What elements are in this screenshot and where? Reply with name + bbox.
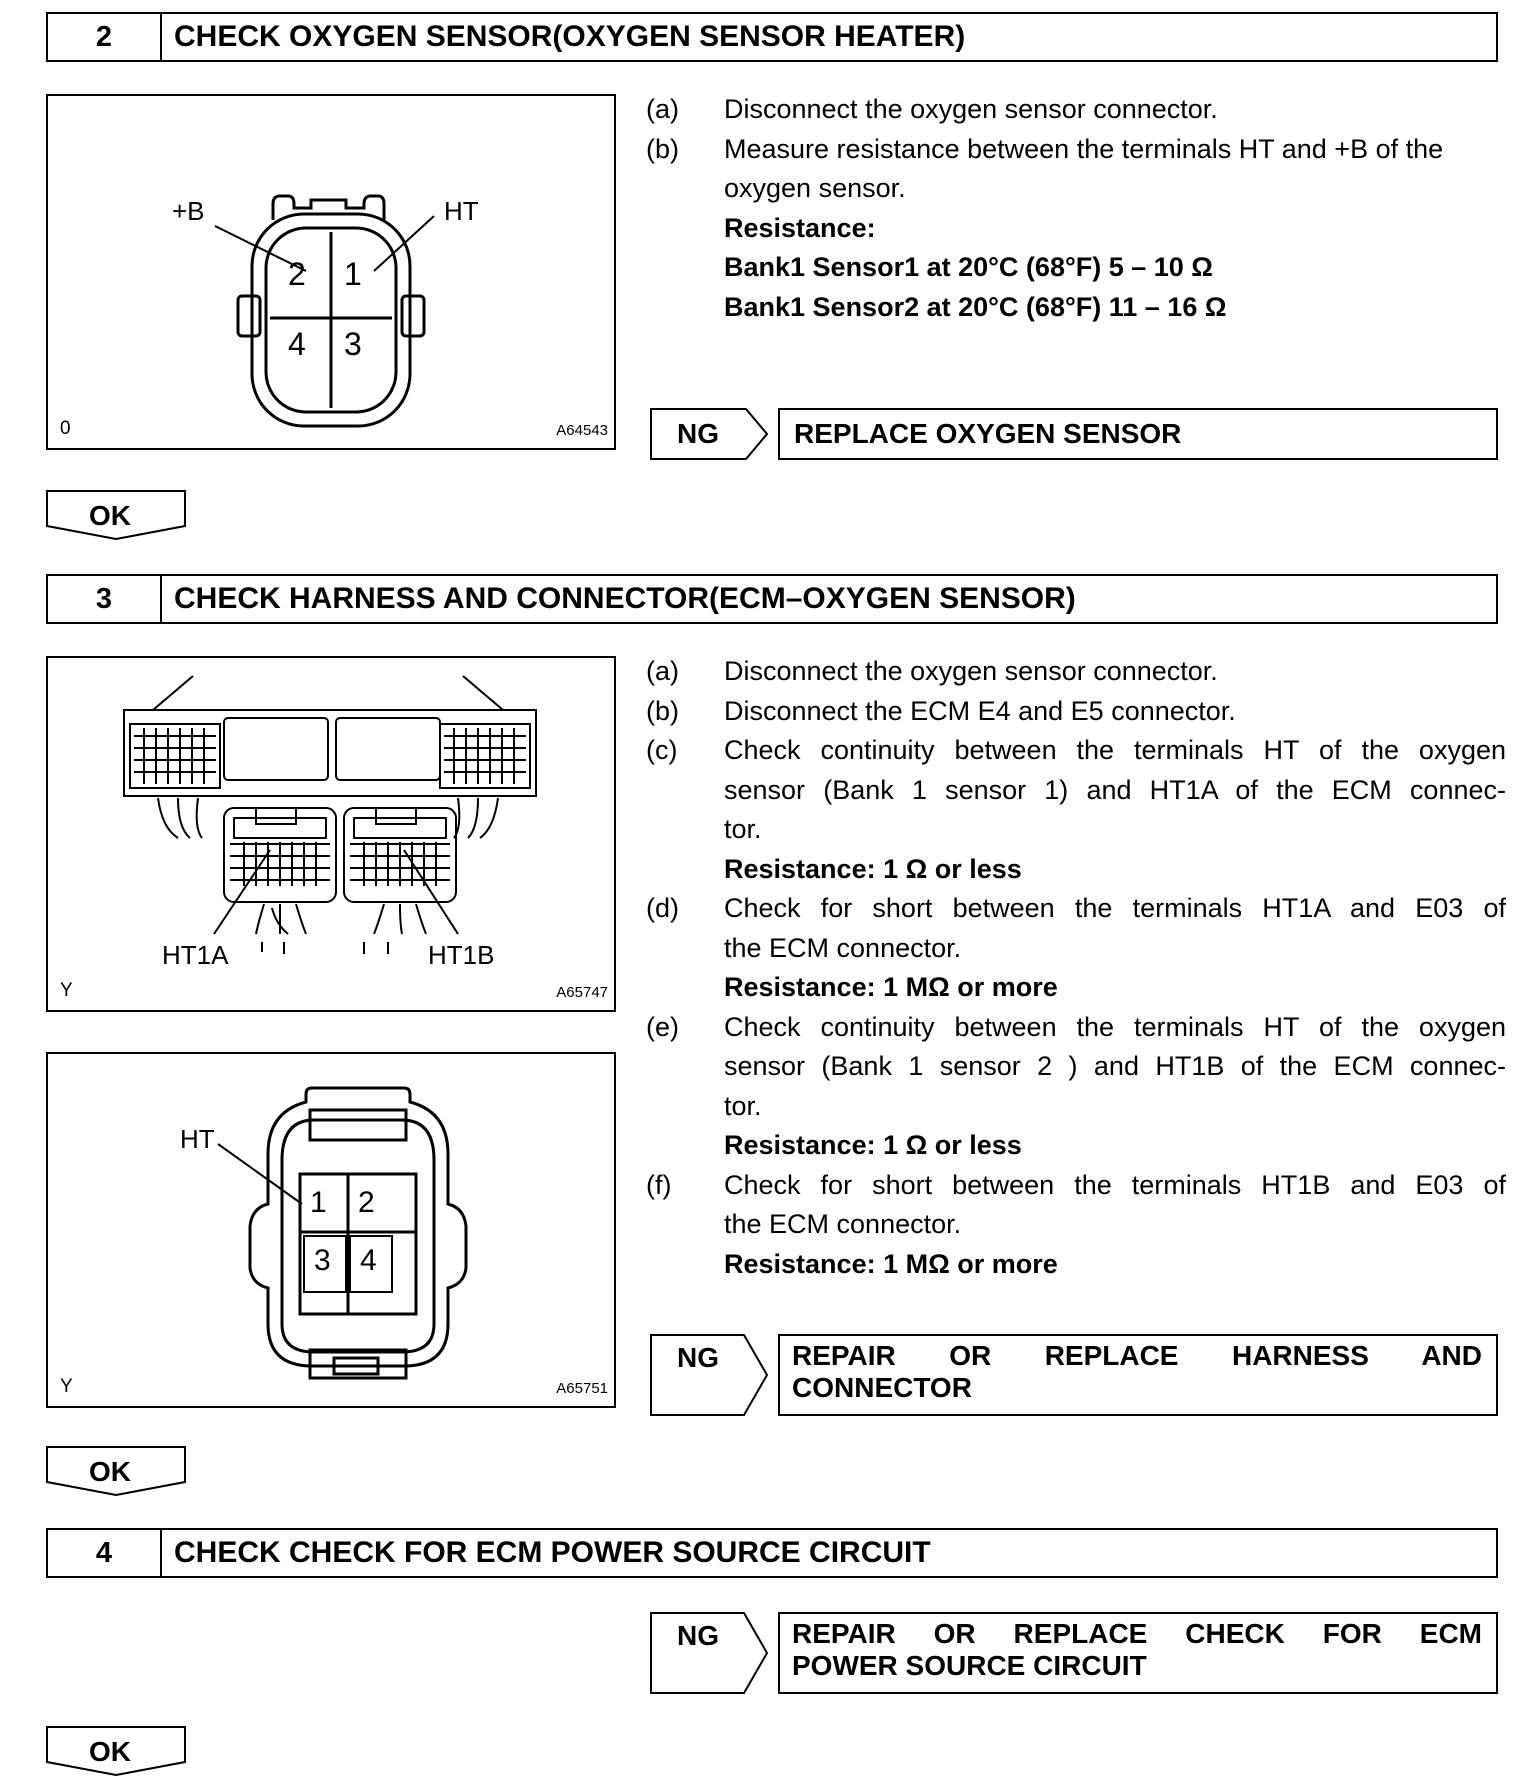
step-3b: (b) Disconnect the ECM E4 and E5 connector. [646,695,1236,726]
ng-action-2: REPLACE OXYGEN SENSOR [778,408,1498,460]
ecm-connector-drawing [48,658,618,1014]
pin-1: 1 [310,1186,327,1219]
pin-4: 4 [288,326,306,362]
section-2-title: CHECK OXYGEN SENSOR(OXYGEN SENSOR HEATER) [174,20,966,53]
step-2a: (a) Disconnect the oxygen sensor connector. [646,94,1218,124]
step-3a: (a) Disconnect the oxygen sensor connector. [646,656,1218,686]
bank1-sensor2-spec: Bank1 Sensor2 at 20°C (68°F) 11 – 16 Ω [724,291,1227,322]
section-2-header [46,12,1498,62]
label-plus-b: +B [172,196,205,226]
step-3e: (e) Check continuity between the terminals HT of the oxygen sensor (Bank 1 sensor 2 ) and HT1B of the ECM connec- tor. Resistance: 1 Ω or less [646,1008,1506,1166]
ng-tag-2: NG [650,408,768,465]
pin-4: 4 [360,1244,377,1277]
label-ht: HT [444,196,479,226]
section-3-title: CHECK HARNESS AND CONNECTOR(ECM–OXYGEN SENSOR) [174,582,1076,615]
oxygen-sensor-harness-connector-figure [46,1052,616,1408]
ok-tag-3 [46,1446,186,1501]
pin-1: 1 [344,256,362,292]
pin-3: 3 [344,326,362,362]
ng-tag-4: NG [650,1612,768,1699]
ecm-connector-figure [46,656,616,1012]
figure-corner-mark: Y [60,980,73,1001]
label-ht1b: HT1B [428,940,495,970]
section-3-number: 3 [48,576,162,622]
section-4-number: 4 [48,1530,162,1576]
spec-3f: Resistance: 1 MΩ or more [724,1248,1058,1279]
section-2-number: 2 [48,14,162,60]
section-4-header [46,1528,1498,1578]
figure-code: A64543 [556,422,608,439]
label-ht1a: HT1A [162,940,229,970]
oxygen-sensor-harness-connector-drawing [48,1054,618,1410]
pin-2: 2 [288,256,306,292]
svg-text:OK: OK [89,1456,131,1487]
ng-tag-3: NG [650,1334,768,1421]
section-2-steps [646,90,1506,327]
step-3c: (c) Check continuity between the terminals HT of the oxygen sensor (Bank 1 sensor 1) and HT1A of the ECM connec- tor. Resistance: 1 Ω or less [646,731,1506,889]
section-3-steps [646,652,1506,1284]
figure-code: A65751 [556,1380,608,1397]
step-3f: (f) Check for short between the terminals HT1B and E03 of the ECM connector. Resistance: 1 MΩ or more [646,1166,1506,1285]
spec-3c: Resistance: 1 Ω or less [724,853,1022,884]
figure-corner-mark: 0 [60,418,71,439]
step-3d: (d) Check for short between the terminals HT1A and E03 of the ECM connector. Resistance: 1 MΩ or more [646,889,1506,1008]
step-2b: (b) Measure resistance between the terminals HT and +B of the oxygen sensor. Resistance: Bank1 Sensor1 at 20°C (68°F) 5 – 10 Ω Bank1 Sensor2 at 20°C (68°F) 11 – 16 Ω [646,130,1506,328]
ng-action-3: REPAIR OR REPLACE HARNESS AND CONNECTOR [778,1334,1498,1416]
label-ht: HT [180,1124,215,1154]
ok-tag-4 [46,1726,186,1781]
pin-3: 3 [314,1244,331,1277]
svg-text:OK: OK [89,1736,131,1767]
figure-corner-mark: Y [60,1376,73,1397]
ok-tag-2 [46,490,186,545]
figure-code: A65747 [556,984,608,1001]
pin-2: 2 [358,1186,375,1219]
section-4-title: CHECK CHECK FOR ECM POWER SOURCE CIRCUIT [174,1536,931,1569]
svg-text:OK: OK [89,500,131,531]
oxygen-sensor-connector-figure [46,94,616,450]
bank1-sensor1-spec: Bank1 Sensor1 at 20°C (68°F) 5 – 10 Ω [724,252,1213,282]
spec-3e: Resistance: 1 Ω or less [724,1130,1022,1160]
ng-action-4: REPAIR OR REPLACE CHECK FOR ECM POWER SOURCE CIRCUIT [778,1612,1498,1694]
spec-3d: Resistance: 1 MΩ or more [724,972,1058,1002]
section-3-header [46,574,1498,624]
oxygen-sensor-connector-drawing [48,96,618,452]
resistance-label: Resistance: [724,212,876,243]
